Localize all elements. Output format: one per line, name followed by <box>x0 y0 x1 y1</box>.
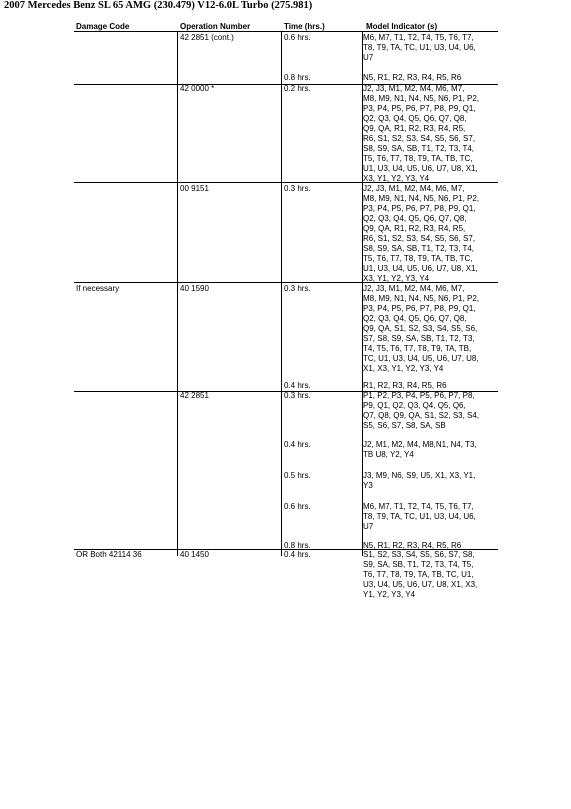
model-indicators: J2, J3, M1, M2, M4, M6, M7, M8, M9, N1, N4, N5, N6, P1, P2, P3, P4, P5, P6, P7, P8, P9, Q1, Q2, Q3, Q4, Q5, Q6, Q7, Q8, Q9, QA, S1, S2, S3, S4, S5, S6, S7, S8, S9, SA, SB, T1, T2, T3, T4, T5, T6, T7, T8, T9, TA, TB, TC, U1, U3, U4, U5, U6, U7, U8, X1, X3, Y1, Y2, Y3, Y4 <box>363 284 480 373</box>
column-divider-time <box>281 31 282 556</box>
header-rule <box>74 31 498 32</box>
model-indicators: J2, M1, M2, M4, M8,N1, N4, T3, TB U8, Y2, Y4 <box>363 440 477 459</box>
operation-number: 42 2851 <box>180 391 209 400</box>
time-value: 0.6 hrs. <box>284 502 311 511</box>
model-indicators: N5, R1, R2, R3, R4, R5, R6 <box>363 541 462 550</box>
model-indicators: N5, R1, R2, R3, R4, R5, R6 <box>363 73 462 82</box>
time-value: 0.4 hrs. <box>284 381 311 390</box>
model-indicators: J3, M9, N6, S9, U5, X1, X3, Y1, Y3 <box>363 471 476 490</box>
model-indicators: M6, M7, T1, T2, T4, T5, T6, T7, T8, T9, TA, TC, U1, U3, U4, U6, U7 <box>363 502 476 531</box>
model-indicators: P1, P2, P3, P4, P5, P6, P7, P8, P9, Q1, Q2, Q3, Q4, Q5, Q6, Q7, Q8, Q9, QA, S1, S2, S3, S4, S5, S6, S7, S8, SA, SB <box>363 391 480 430</box>
operation-number: 40 1450 <box>180 550 209 559</box>
damage-code: If necessary <box>76 284 120 293</box>
model-indicators: J2, J3, M1, M2, M4, M6, M7, M8, M9, N1, N4, N5, N6, P1, P2, P3, P4, P5, P6, P7, P8, P9, Q1, Q2, Q3, Q4, Q5, Q6, Q7, Q8, Q9, QA, R1, R2, R3, R4, R5, R6, S1, S2, S3, S4, S5, S6, S7, S8, S9, SA, SB, T1, T2, T3, T4, T5, T6, T7, T8, T9, TA, TB, TC, U1, U3, U4, U5, U6, U7, U8, X1, X3, Y1, Y2, Y3, Y4 <box>363 84 480 183</box>
time-value: 0.4 hrs. <box>284 440 311 449</box>
header-damage-code: Damage Code <box>76 22 130 31</box>
operation-number: 40 1590 <box>180 284 209 293</box>
model-indicators: R1, R2, R3, R4, R5, R6 <box>363 381 447 390</box>
model-indicators: M6, M7, T1, T2, T4, T5, T6, T7, T8, T9, TA, TC, U1, U3, U4, U6, U7 <box>363 33 476 62</box>
time-value: 0.4 hrs. <box>284 550 311 559</box>
header-model-indicator: Model Indicator (s) <box>366 22 438 31</box>
header-time: Time (hrs.) <box>284 22 325 31</box>
time-value: 0.3 hrs. <box>284 184 311 193</box>
time-value: 0.6 hrs. <box>284 33 311 42</box>
time-value: 0.8 hrs. <box>284 541 311 550</box>
time-value: 0.8 hrs. <box>284 73 311 82</box>
time-value: 0.3 hrs. <box>284 391 311 400</box>
column-divider-operation <box>177 31 178 556</box>
time-value: 0.3 hrs. <box>284 284 311 293</box>
operation-number: 42 2851 (cont.) <box>180 33 234 42</box>
operation-number: 00 9151 <box>180 184 209 193</box>
model-indicators: S1, S2, S3, S4, S5, S6, S7, S8, S9, SA, SB, T1, T2, T3, T4, T5, T6, T7, T8, T9, TA, TB, TC, U1, U3, U4, U5, U6, U7, U8, X1, X3, Y1, Y2, Y3, Y4 <box>363 550 478 599</box>
time-value: 0.5 hrs. <box>284 471 311 480</box>
header-operation-number: Operation Number <box>180 22 251 31</box>
damage-code: OR Both 42114 36 <box>76 550 142 559</box>
model-indicators: J2, J3, M1, M2, M4, M6, M7, M8, M9, N1, N4, N5, N6, P1, P2, P3, P4, P5, P6, P7, P8, P9, Q1, Q2, Q3, Q4, Q5, Q6, Q7, Q8, Q9, QA, R1, R2, R3, R4, R5, R6, S1, S2, S3, S4, S5, S6, S7, S8, S9, SA, SB, T1, T2, T3, T4, T5, T6, T7, T8, T9, TA, TB, TC, U1, U3, U4, U5, U6, U7, U8, X1, X3, Y1, Y2, Y3, Y4 <box>363 184 480 283</box>
time-value: 0.2 hrs. <box>284 84 311 93</box>
operation-number: 42 0000 * <box>180 84 215 93</box>
document-title: 2007 Mercedes Benz SL 65 AMG (230.479) V12-6.0L Turbo (275.981) <box>4 0 313 11</box>
